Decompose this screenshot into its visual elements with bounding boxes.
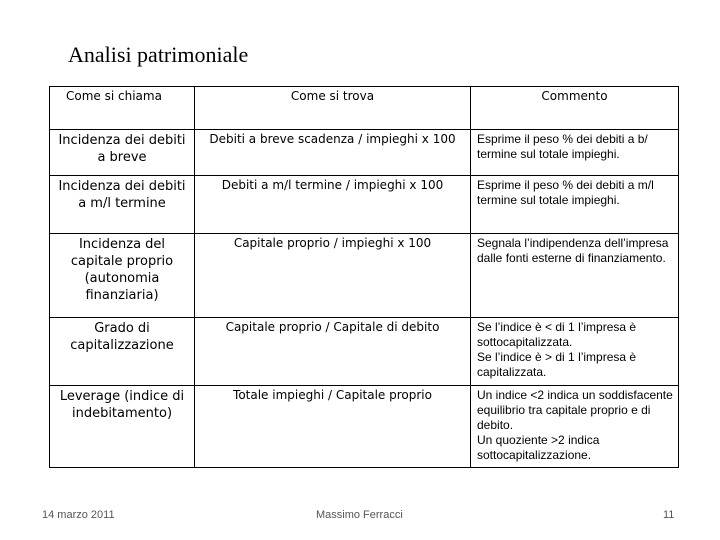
table-row <box>50 318 679 386</box>
row-comment <box>471 386 679 468</box>
row-name: Incidenza del capitale proprio (autonomia finanziaria) <box>50 234 195 318</box>
analysis-table <box>49 86 679 468</box>
table-row <box>50 234 679 318</box>
page-title: Analisi patrimoniale <box>68 42 249 67</box>
table-header-row <box>50 87 679 130</box>
comment-line: Esprime il peso % dei debiti a m/l termine sul totale impieghi. <box>477 178 654 207</box>
comment-line: Un quoziente >2 indica sottocapitalizzazione. <box>477 433 600 462</box>
row-name: Grado di capitalizzazione <box>50 318 195 386</box>
row-comment <box>471 176 679 234</box>
row-formula: Capitale proprio / Capitale di debito <box>195 318 471 386</box>
row-name: Incidenza dei debiti a m/l termine <box>50 176 195 234</box>
table-row <box>50 130 679 176</box>
row-formula: Debiti a breve scadenza / impieghi x 100 <box>195 130 471 176</box>
row-name: Incidenza dei debiti a breve <box>50 130 195 176</box>
header-formula: Come si trova <box>195 87 471 130</box>
header-comment: Commento <box>471 87 679 130</box>
comment-line: Se l’indice è > di 1 l’impresa è capitalizzata. <box>477 350 637 379</box>
row-comment <box>471 318 679 386</box>
header-name: Come si chiama <box>50 87 195 130</box>
row-name: Leverage (indice di indebitamento) <box>50 386 195 468</box>
footer-date: 14 marzo 2011 <box>42 509 115 521</box>
row-formula: Capitale proprio / impieghi x 100 <box>195 234 471 318</box>
table-row <box>50 176 679 234</box>
comment-line: Se l’indice è < di 1 l’impresa è sottocapitalizzata. <box>477 320 637 349</box>
row-formula: Debiti a m/l termine / impieghi x 100 <box>195 176 471 234</box>
comment-line: Un indice <2 indica un soddisfacente equilibrio tra capitale proprio e di debito. <box>477 388 673 432</box>
footer-author: Massimo Ferracci <box>316 509 403 521</box>
table-row <box>50 386 679 468</box>
comment-line: Esprime il peso % dei debiti a b/ termine sul totale impieghi. <box>477 132 648 161</box>
comment-line: Segnala l’indipendenza dell’impresa dalle fonti esterne di finanziamento. <box>477 236 669 265</box>
row-comment <box>471 130 679 176</box>
row-comment <box>471 234 679 318</box>
row-formula: Totale impieghi / Capitale proprio <box>195 386 471 468</box>
footer-page-number: 11 <box>663 509 675 521</box>
